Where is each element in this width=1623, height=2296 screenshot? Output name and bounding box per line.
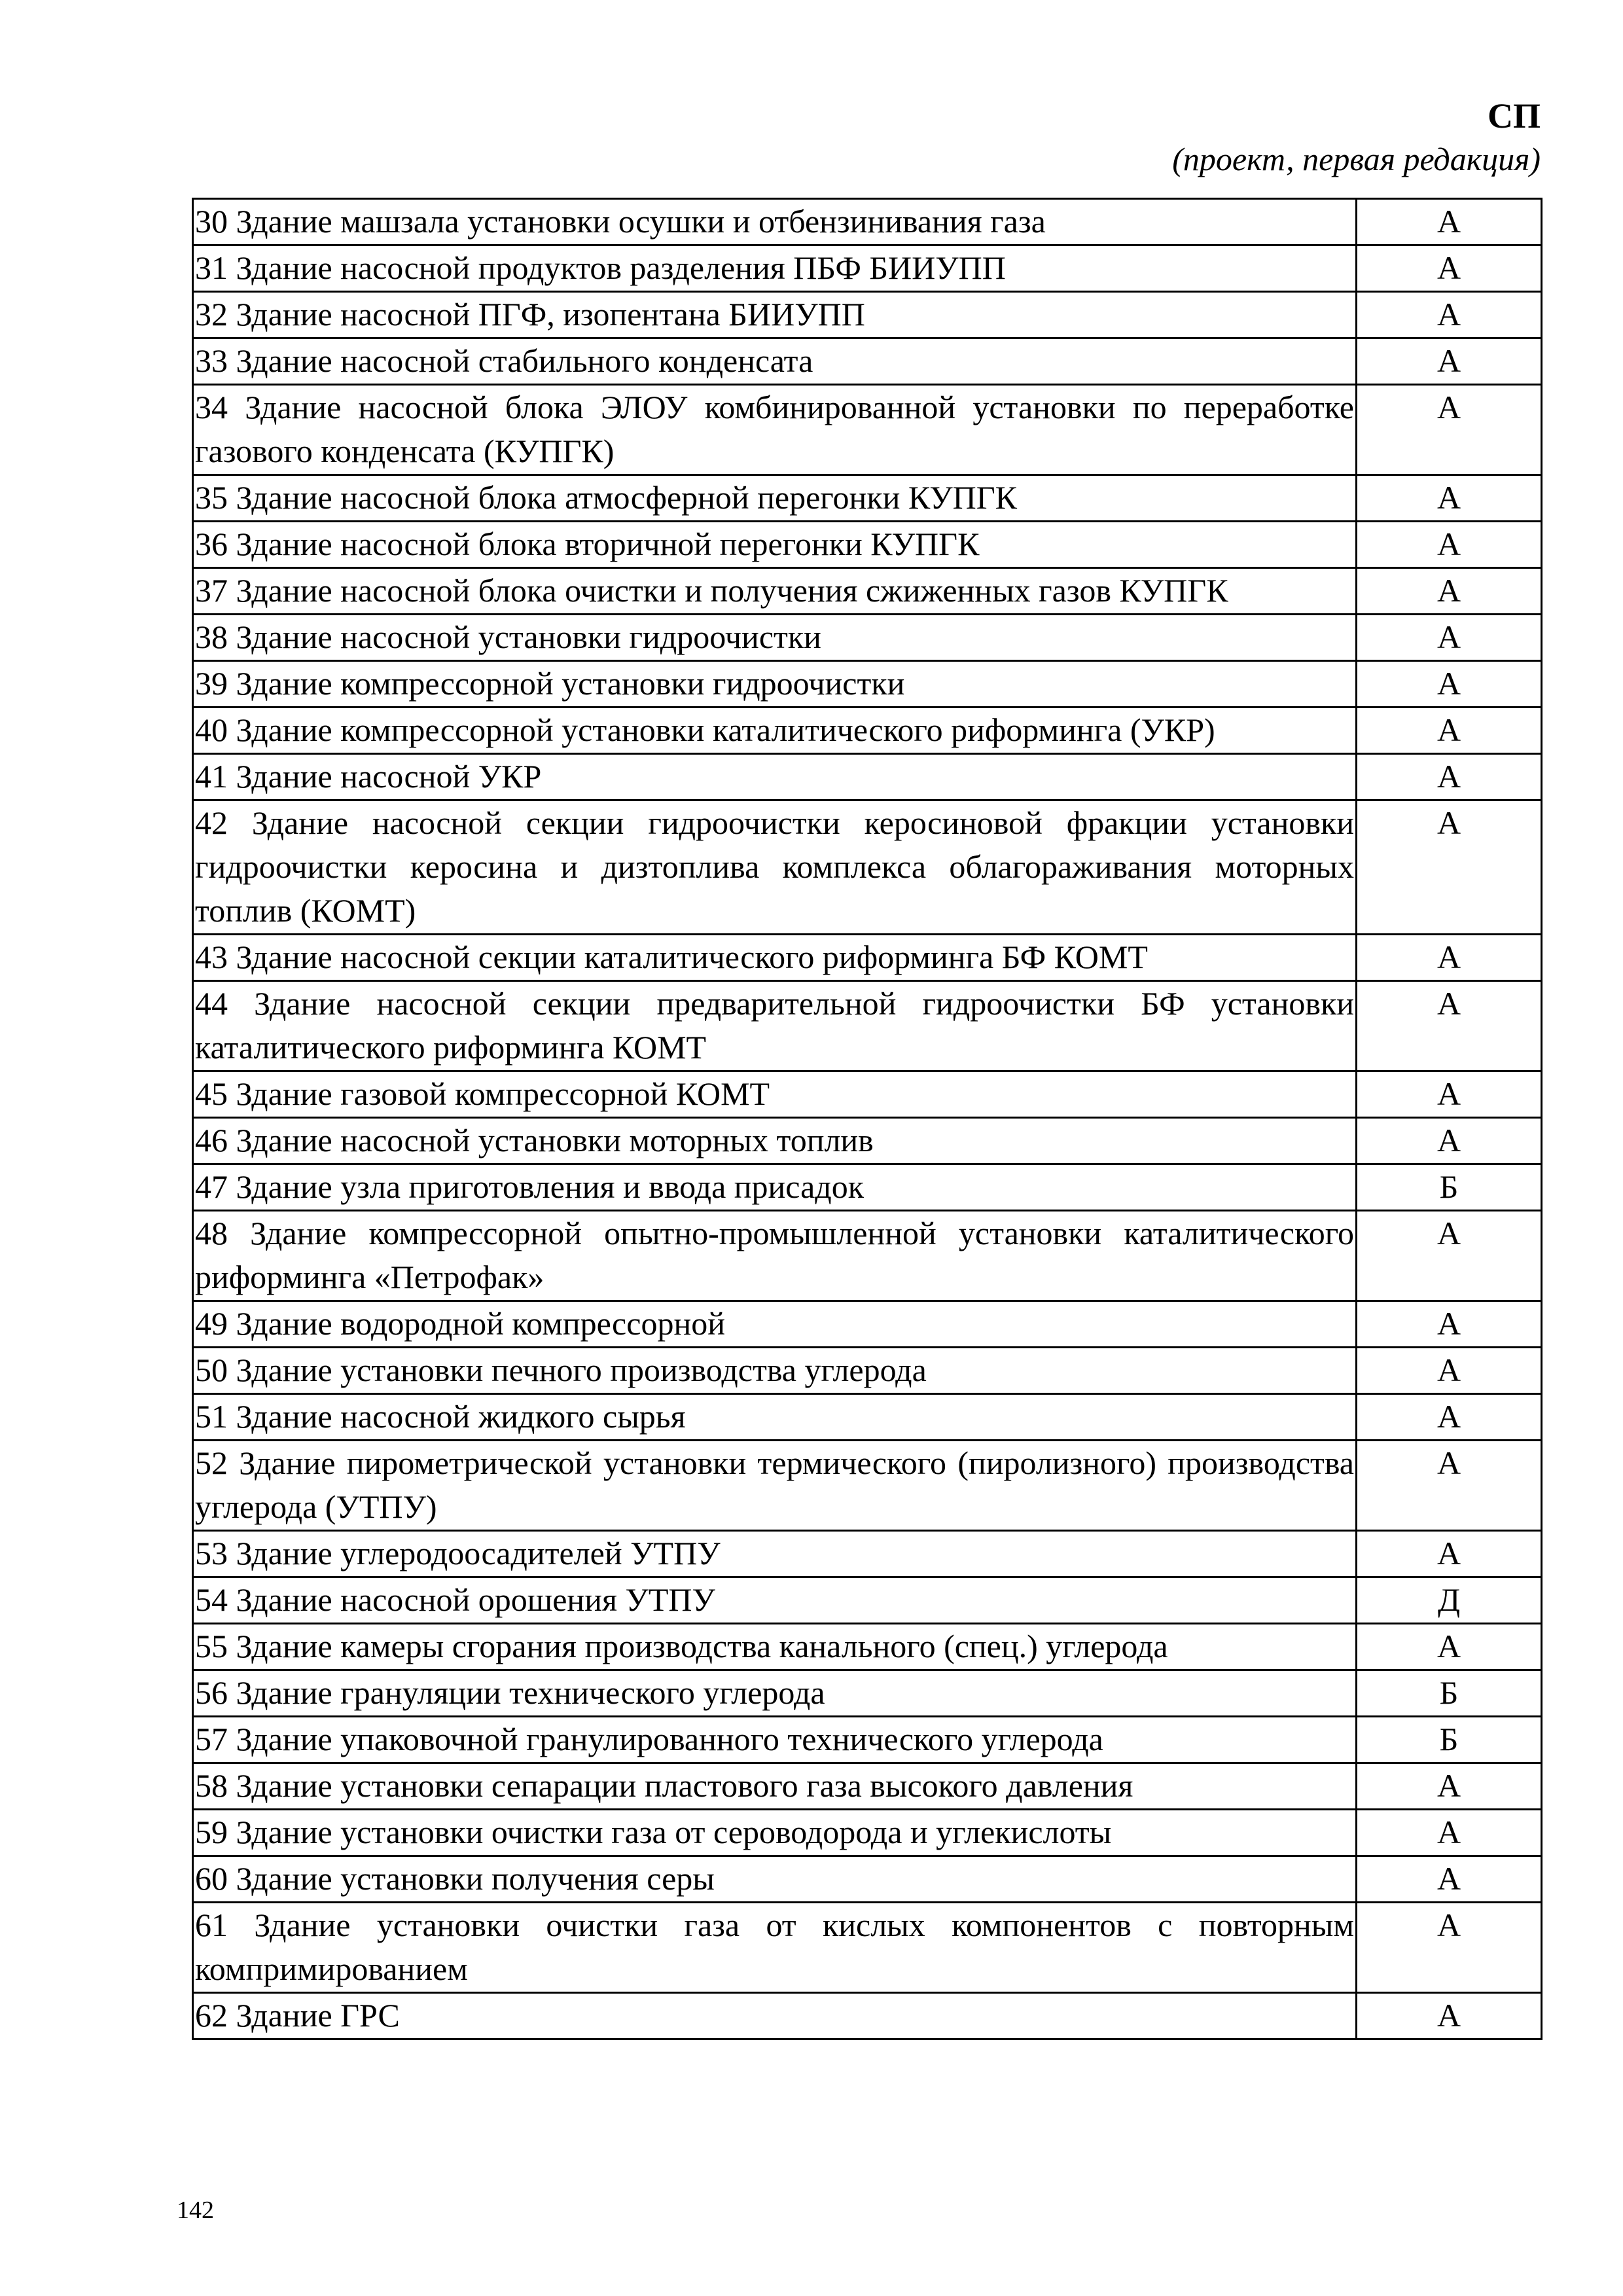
table-row xyxy=(193,935,1542,981)
table-row xyxy=(193,1071,1542,1118)
hazard-category-cell: А xyxy=(1357,1531,1542,1577)
hazard-category-cell: А xyxy=(1357,1441,1542,1531)
hazard-category-cell: Б xyxy=(1357,1670,1542,1717)
building-name-cell: 37 Здание насосной блока очистки и получения сжиженных газов КУПГК xyxy=(193,568,1357,615)
hazard-category-cell: А xyxy=(1357,1071,1542,1118)
hazard-category-cell: А xyxy=(1357,981,1542,1071)
table-row xyxy=(193,1717,1542,1763)
hazard-category-cell: А xyxy=(1357,661,1542,708)
building-name-cell: 40 Здание компрессорной установки каталитического риформинга (УКР) xyxy=(193,708,1357,754)
table-row xyxy=(193,1164,1542,1211)
building-name-cell: 39 Здание компрессорной установки гидроочистки xyxy=(193,661,1357,708)
hazard-category-cell: А xyxy=(1357,1763,1542,1810)
table-row xyxy=(193,199,1542,245)
hazard-category-cell: А xyxy=(1357,292,1542,338)
building-name-cell: 48 Здание компрессорной опытно-промышленной установки каталитического риформинга «Петрофак» xyxy=(193,1211,1357,1301)
building-name-cell: 35 Здание насосной блока атмосферной перегонки КУПГК xyxy=(193,475,1357,522)
hazard-category-cell: Д xyxy=(1357,1577,1542,1624)
building-name-cell: 32 Здание насосной ПГФ, изопентана БИИУПП xyxy=(193,292,1357,338)
building-name-cell: 58 Здание установки сепарации пластового газа высокого давления xyxy=(193,1763,1357,1810)
table-row xyxy=(193,385,1542,475)
building-name-cell: 45 Здание газовой компрессорной КОМТ xyxy=(193,1071,1357,1118)
hazard-category-cell: А xyxy=(1357,568,1542,615)
hazard-category-cell: А xyxy=(1357,1394,1542,1441)
building-name-cell: 34 Здание насосной блока ЭЛОУ комбинированной установки по переработке газового конденсата (КУПГК) xyxy=(193,385,1357,475)
table-row xyxy=(193,1118,1542,1164)
building-name-cell: 49 Здание водородной компрессорной xyxy=(193,1301,1357,1348)
hazard-category-cell: А xyxy=(1357,935,1542,981)
table-row xyxy=(193,1211,1542,1301)
building-name-cell: 38 Здание насосной установки гидроочистки xyxy=(193,615,1357,661)
hazard-category-cell: А xyxy=(1357,615,1542,661)
table-row xyxy=(193,1348,1542,1394)
document-edition-note: (проект, первая редакция) xyxy=(1172,141,1541,177)
table-row xyxy=(193,245,1542,292)
building-name-cell: 61 Здание установки очистки газа от кислых компонентов с повторным компримированием xyxy=(193,1903,1357,1993)
hazard-category-cell: А xyxy=(1357,522,1542,568)
table-body xyxy=(193,199,1542,2039)
hazard-category-cell: А xyxy=(1357,1903,1542,1993)
building-category-table xyxy=(192,198,1543,2040)
building-name-cell: 33 Здание насосной стабильного конденсата xyxy=(193,338,1357,385)
building-name-cell: 55 Здание камеры сгорания производства канального (спец.) углерода xyxy=(193,1624,1357,1670)
table-row xyxy=(193,475,1542,522)
table-row xyxy=(193,1810,1542,1856)
table-row xyxy=(193,522,1542,568)
table-row xyxy=(193,338,1542,385)
table-row xyxy=(193,292,1542,338)
hazard-category-cell: А xyxy=(1357,385,1542,475)
table-row xyxy=(193,1394,1542,1441)
building-name-cell: 47 Здание узла приготовления и ввода присадок xyxy=(193,1164,1357,1211)
table-row xyxy=(193,1993,1542,2039)
building-name-cell: 30 Здание машзала установки осушки и отбензинивания газа xyxy=(193,199,1357,245)
table-row xyxy=(193,661,1542,708)
table-row xyxy=(193,1670,1542,1717)
table-row xyxy=(193,615,1542,661)
building-name-cell: 56 Здание грануляции технического углерода xyxy=(193,1670,1357,1717)
hazard-category-cell: А xyxy=(1357,1624,1542,1670)
building-name-cell: 59 Здание установки очистки газа от сероводорода и углекислоты xyxy=(193,1810,1357,1856)
document-code: СП xyxy=(1488,96,1541,135)
building-name-cell: 54 Здание насосной орошения УТПУ xyxy=(193,1577,1357,1624)
hazard-category-cell: А xyxy=(1357,245,1542,292)
hazard-category-cell: А xyxy=(1357,754,1542,800)
table-row xyxy=(193,800,1542,935)
building-name-cell: 52 Здание пирометрической установки термического (пиролизного) производства углерода (УТПУ) xyxy=(193,1441,1357,1531)
building-name-cell: 62 Здание ГРС xyxy=(193,1993,1357,2039)
building-name-cell: 44 Здание насосной секции предварительной гидроочистки БФ установки каталитического риформинга КОМТ xyxy=(193,981,1357,1071)
table-row xyxy=(193,1903,1542,1993)
page-number: 142 xyxy=(177,2197,214,2224)
hazard-category-cell: А xyxy=(1357,199,1542,245)
hazard-category-cell: Б xyxy=(1357,1717,1542,1763)
building-name-cell: 46 Здание насосной установки моторных топлив xyxy=(193,1118,1357,1164)
building-name-cell: 31 Здание насосной продуктов разделения ПБФ БИИУПП xyxy=(193,245,1357,292)
table-row xyxy=(193,1301,1542,1348)
building-name-cell: 50 Здание установки печного производства углерода xyxy=(193,1348,1357,1394)
table-row xyxy=(193,708,1542,754)
building-name-cell: 57 Здание упаковочной гранулированного технического углерода xyxy=(193,1717,1357,1763)
hazard-category-cell: А xyxy=(1357,338,1542,385)
hazard-category-cell: А xyxy=(1357,1301,1542,1348)
hazard-category-cell: Б xyxy=(1357,1164,1542,1211)
table-row xyxy=(193,1441,1542,1531)
table-row xyxy=(193,1577,1542,1624)
hazard-category-cell: А xyxy=(1357,1810,1542,1856)
table-row xyxy=(193,1531,1542,1577)
hazard-category-cell: А xyxy=(1357,1348,1542,1394)
table-row xyxy=(193,1856,1542,1903)
hazard-category-cell: А xyxy=(1357,475,1542,522)
table-row xyxy=(193,1763,1542,1810)
building-name-cell: 42 Здание насосной секции гидроочистки керосиновой фракции установки гидроочистки керосина и дизтоплива комплекса облагораживания моторных топлив (КОМТ) xyxy=(193,800,1357,935)
table-row xyxy=(193,754,1542,800)
hazard-category-cell: А xyxy=(1357,1856,1542,1903)
building-name-cell: 51 Здание насосной жидкого сырья xyxy=(193,1394,1357,1441)
hazard-category-cell: А xyxy=(1357,708,1542,754)
table-row xyxy=(193,568,1542,615)
hazard-category-cell: А xyxy=(1357,1118,1542,1164)
building-name-cell: 53 Здание углеродоосадителей УТПУ xyxy=(193,1531,1357,1577)
building-name-cell: 36 Здание насосной блока вторичной перегонки КУПГК xyxy=(193,522,1357,568)
hazard-category-cell: А xyxy=(1357,800,1542,935)
building-name-cell: 41 Здание насосной УКР xyxy=(193,754,1357,800)
building-name-cell: 43 Здание насосной секции каталитического риформинга БФ КОМТ xyxy=(193,935,1357,981)
building-name-cell: 60 Здание установки получения серы xyxy=(193,1856,1357,1903)
hazard-category-cell: А xyxy=(1357,1993,1542,2039)
table-row xyxy=(193,981,1542,1071)
hazard-category-cell: А xyxy=(1357,1211,1542,1301)
table-row xyxy=(193,1624,1542,1670)
